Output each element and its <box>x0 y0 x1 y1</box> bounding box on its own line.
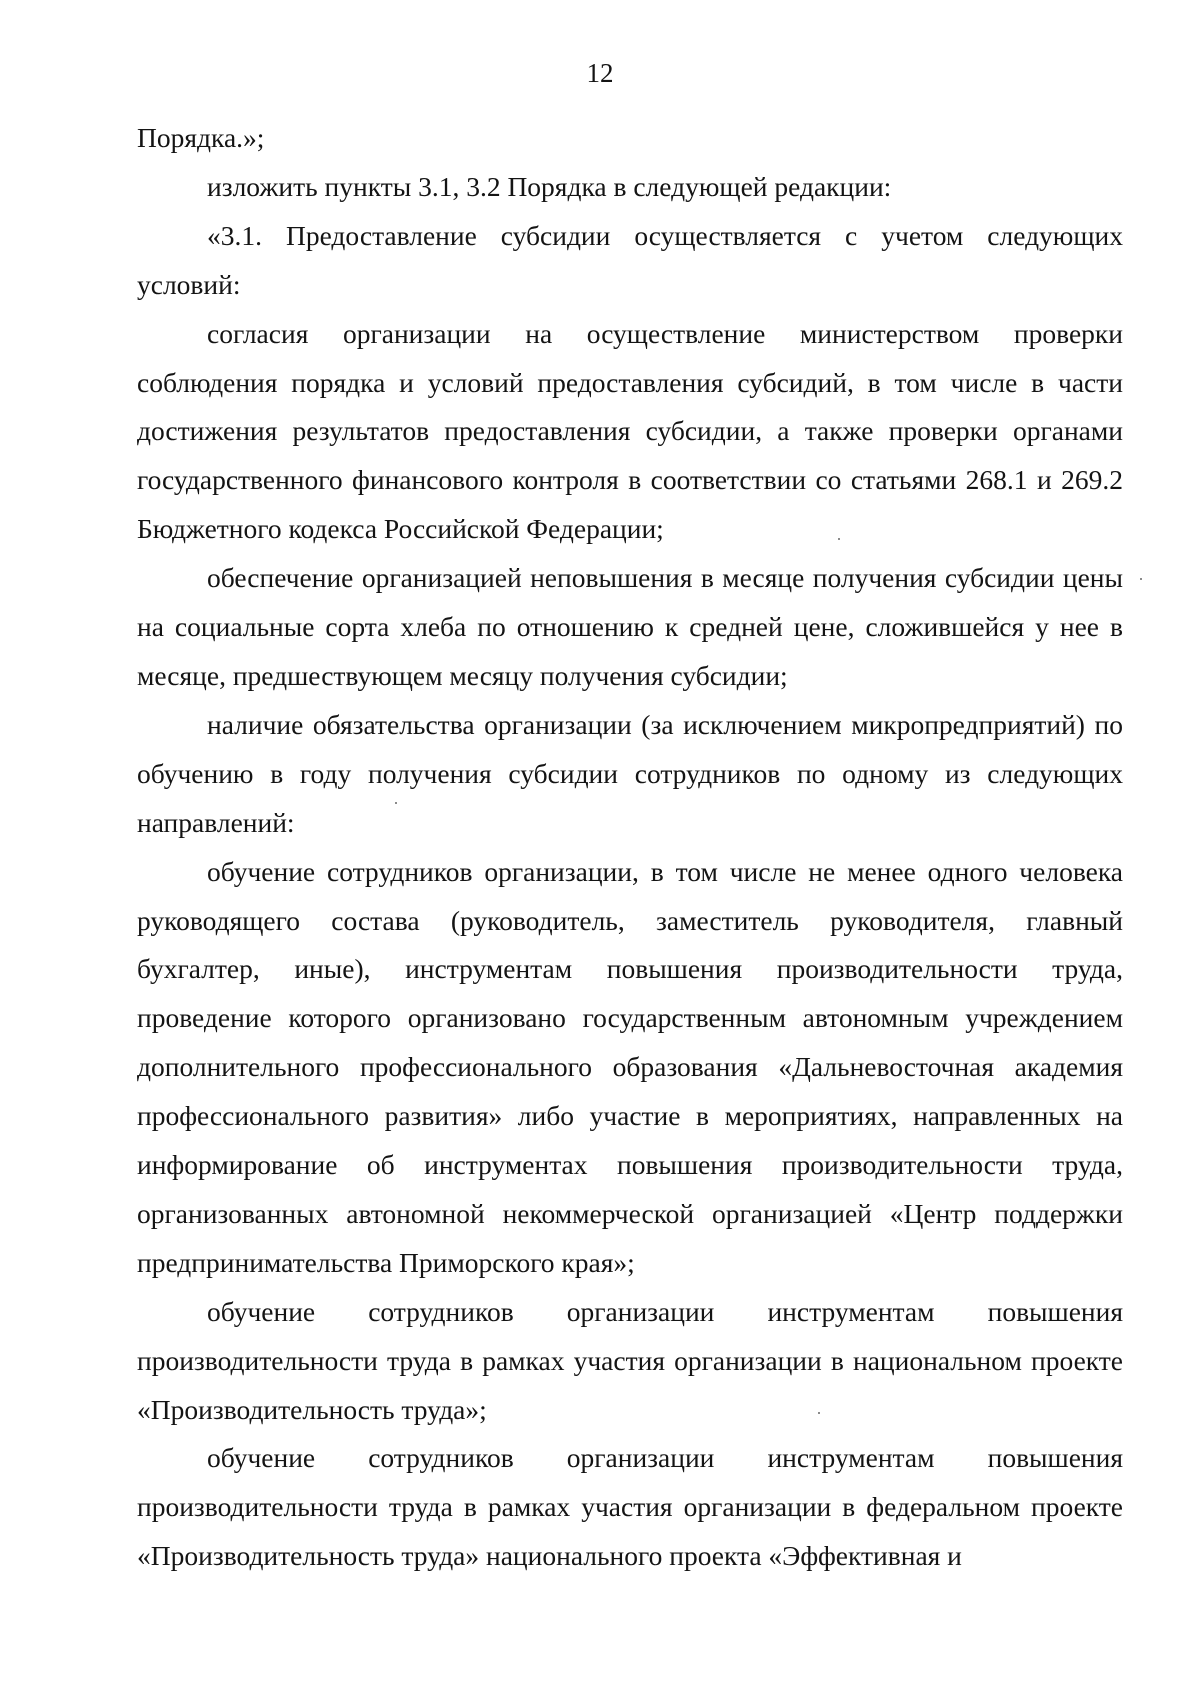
paragraph-training-option-federal-project: обучение сотрудников организации инструментам повышения производительности труда в рамках участия организации в федеральном проекте «Производительность труда» национального проекта «Эффективная и <box>137 1442 1123 1572</box>
paragraph-condition-training-obligation: наличие обязательства организации (за исключением микропредприятий) по обучению в году получения субсидии сотрудников по одному из следующих направлений: <box>137 708 1123 838</box>
scan-speck <box>395 802 397 804</box>
paragraph-condition-bread-price: обеспечение организацией неповышения в месяце получения субсидии цены на социальные сорта хлеба по отношению к средней цене, сложившейся у нее в месяце, предшествующем месяцу получения субсидии; <box>137 562 1123 691</box>
scan-speck <box>838 538 840 540</box>
page-number: 12 <box>586 58 614 88</box>
paragraph-continuation: Порядка.»; <box>137 122 265 153</box>
paragraph-training-option-academy: обучение сотрудников организации, в том числе не менее одного человека руководящего состава (руководитель, заместитель руководителя, главный бухгалтер, иные), инструментам повышения производительности труда, проведение которого организовано государственным автономным учреждением дополнительного профессионального образования «Дальневосточная академия профессионального развития» либо участие в мероприятиях, направленных на информирование об инструментах повышения производительности труда, организованных автономной некоммерческой организацией «Центр поддержки предпринимательства Приморского края»; <box>137 855 1123 1278</box>
scan-speck <box>818 1412 820 1414</box>
scan-speck <box>1140 578 1142 580</box>
paragraph-training-option-national-project: обучение сотрудников организации инструментам повышения производительности труда в рамках участия организации в национальном проекте «Производительность труда»; <box>137 1295 1123 1425</box>
paragraph-condition-audit-consent: согласия организации на осуществление министерством проверки соблюдения порядка и условий предоставления субсидий, в том числе в части достижения результатов предоставления субсидии, а также проверки органами государственного финансового контроля в соответствии со статьями 268.1 и 269.2 Бюджетного кодекса Российской Федерации; <box>137 317 1123 545</box>
paragraph-clause-3-1: «3.1. Предоставление субсидии осуществляется с учетом следующих условий: <box>137 219 1123 300</box>
document-body <box>137 114 1123 1581</box>
paragraph-amendment-instruction: изложить пункты 3.1, 3.2 Порядка в следующей редакции: <box>207 170 892 202</box>
